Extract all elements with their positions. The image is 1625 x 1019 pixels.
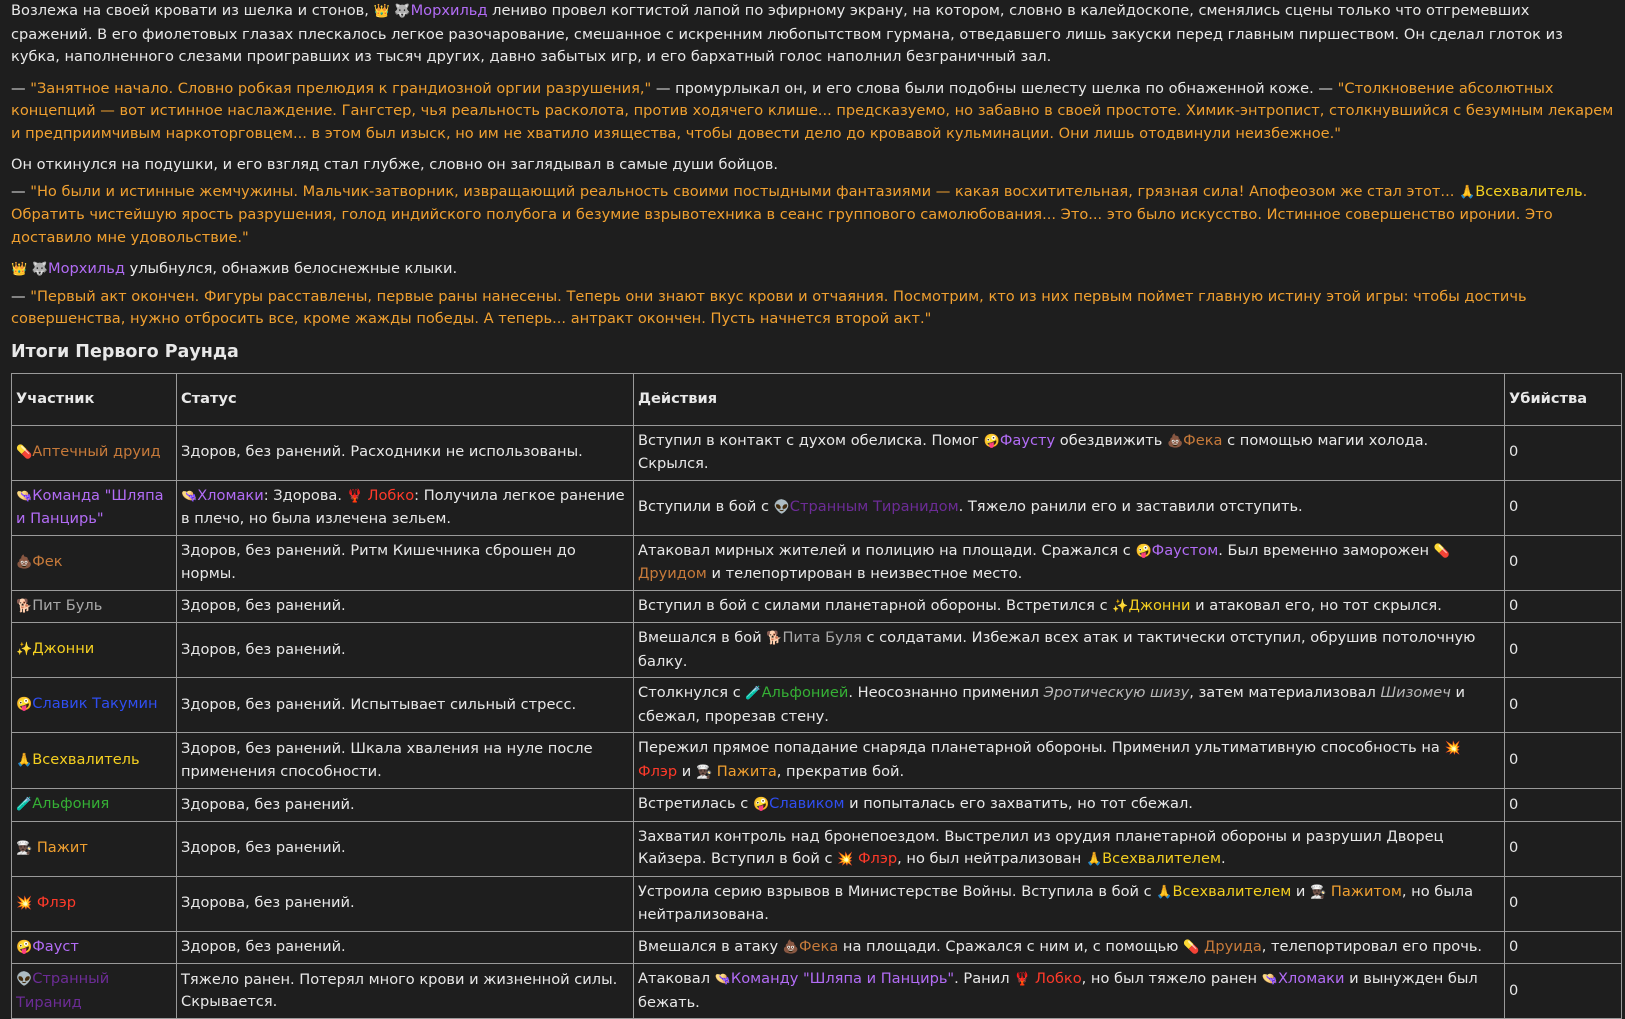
table-row bbox=[12, 931, 1622, 964]
story-paragraph-3: Он откинулся на подушки, и его взгляд стал глубже, словно он заглядывал в самые души бойцов. bbox=[11, 154, 1615, 177]
summary-title: Итоги Первого Раунда bbox=[11, 340, 1615, 364]
summary-table bbox=[11, 373, 1622, 1019]
status-cell: Здоров, без ранений. bbox=[177, 590, 634, 623]
participant-cell: 👨🏿‍🍳 Пажит bbox=[12, 821, 177, 876]
participant-cell: 👽Странный Тиранид bbox=[12, 964, 177, 1019]
story-paragraph-6: — "Первый акт окончен. Фигуры расставлены, первые раны нанесены. Теперь они знают вкус крови и отчаяния. Посмотрим, кто из них первым поймет главную истину этой игры: чтобы достичь совершенства, нужно отбросить все, кроме жажды победы. А теперь... антракт окончен. Пусть начнется второй акт." bbox=[11, 286, 1615, 331]
actions-cell: Атаковал 👒Команду "Шляпа и Панцирь". Ранил 🦞 Лобко, но был тяжело ранен 👒Хломаки и вынужден был бежать. bbox=[634, 964, 1505, 1019]
hat-icon: 👒 bbox=[16, 489, 32, 504]
quote: "Первый акт окончен. Фигуры расставлены, первые раны нанесены. Теперь они знают вкус крови и отчаяния. Посмотрим, кто из них первым поймет главную истину этой игры: чтобы достичь совершенства, нужно отбросить все, кроме жажды победы. А теперь... антракт окончен. Пусть начнется второй акт." bbox=[11, 288, 1527, 328]
kills-cell: 0 bbox=[1505, 425, 1622, 480]
participant-cell: 🤪Славик Такумин bbox=[12, 678, 177, 733]
crazy-face-icon: 🤪 bbox=[753, 797, 769, 812]
actions-cell: Столкнулся с 🧪Альфонией. Неосознанно применил Эротическую шизу, затем материализовал Шизомеч и сбежал, прорезав стену. bbox=[634, 678, 1505, 733]
column-header-status: Статус bbox=[177, 373, 634, 425]
crazy-face-icon: 🤪 bbox=[16, 697, 32, 712]
alien-icon: 👽 bbox=[774, 500, 790, 515]
table-row bbox=[12, 821, 1622, 876]
actions-cell: Вступил в контакт с духом обелиска. Помог 🤪Фаусту обездвижить 💩Фека с помощью магии холода. Скрылся. bbox=[634, 425, 1505, 480]
table-row bbox=[12, 789, 1622, 822]
crazy-face-icon: 🤪 bbox=[16, 940, 32, 955]
poop-icon: 💩 bbox=[783, 940, 799, 955]
participant-cell: 🤪Фауст bbox=[12, 931, 177, 964]
column-header-kills: Убийства bbox=[1505, 373, 1622, 425]
kills-cell: 0 bbox=[1505, 623, 1622, 678]
kills-cell: 0 bbox=[1505, 876, 1622, 931]
story-paragraph-2: — "Занятное начало. Словно робкая прелюдия к грандиозной оргии разрушения," — промурлыкал он, и его слова были подобны шелесту шелка по обнаженной коже. — "Столкновение абсолютных концепций — вот истинное наслаждение. Гангстер, чья реальность расколота, против ходячего клише... предсказуемо, но забавно в своей простоте. Химик-энтропист, столкнувшийся с безумным лекарем и предприимчивым наркоторговцем... в этом был изыск, но им не хватило изящества, чтобы довести дело до кровавой кульминации. Они лишь отодвинули неизбежное." bbox=[11, 78, 1615, 146]
dog-icon: 🐕 bbox=[766, 631, 782, 646]
table-header-row bbox=[12, 373, 1622, 425]
column-header-participant: Участник bbox=[12, 373, 177, 425]
story-paragraph-1: Возлежа на своей кровати из шелка и стонов, 👑 🐺Морхильд лениво провел когтистой лапой по эфирному экрану, на котором, словно в калейдоскопе, сменялись сцены только что отгремевших сражений. В его фиолетовых глазах плескалось легкое разочарование, смешанное с искренним любопытством гурмана, отведавшего лишь закуски перед главным пиршеством. Он сделал глоток из кубка, наполненного слезами проигравших из тысяч других, давно забытых игр, и его бархатный голос наполнил безграничный зал. bbox=[11, 0, 1615, 69]
table-row bbox=[12, 678, 1622, 733]
table-row bbox=[12, 733, 1622, 789]
status-cell: Здоров, без ранений. Ритм Кишечника сброшен до нормы. bbox=[177, 535, 634, 590]
kills-cell: 0 bbox=[1505, 535, 1622, 590]
pray-icon: 🙏 bbox=[16, 753, 32, 768]
wolf-icon: 🐺 bbox=[394, 4, 410, 19]
status-cell: Здорова, без ранений. bbox=[177, 789, 634, 822]
crazy-face-icon: 🤪 bbox=[984, 434, 1000, 449]
actions-cell: Вмешался в бой 🐕Пита Буля с солдатами. Избежал всех атак и тактически отступил, обрушив потолочную балку. bbox=[634, 623, 1505, 678]
table-row bbox=[12, 480, 1622, 535]
quote: "Столкновение абсолютных концепций — вот истинное наслаждение. Гангстер, чья реальность расколота, против ходячего клише... предсказуемо, но забавно в своей простоте. Химик-энтропист, столкнувшийся с безумным лекарем и предприимчивым наркоторговцем... в этом был изыск, но им не хватило изящества, чтобы довести дело до кровавой кульминации. Они лишь отодвинули неизбежное." bbox=[11, 80, 1613, 142]
hat-icon: 👒 bbox=[1262, 972, 1278, 987]
participant-cell: 🙏Всехвалитель bbox=[12, 733, 177, 789]
kills-cell: 0 bbox=[1505, 931, 1622, 964]
poop-icon: 💩 bbox=[16, 555, 32, 570]
character-name: Морхильд bbox=[411, 2, 488, 19]
kills-cell: 0 bbox=[1505, 590, 1622, 623]
participant-cell: 🧪Альфония bbox=[12, 789, 177, 822]
table-row bbox=[12, 876, 1622, 931]
kills-cell: 0 bbox=[1505, 789, 1622, 822]
kills-cell: 0 bbox=[1505, 964, 1622, 1019]
column-header-actions: Действия bbox=[634, 373, 1505, 425]
chef-icon: 👨🏿‍🍳 bbox=[1310, 885, 1326, 900]
status-cell: Здоров, без ранений. Расходники не использованы. bbox=[177, 425, 634, 480]
actions-cell: Захватил контроль над бронепоездом. Выстрелил из орудия планетарной обороны и разрушил Дворец Кайзера. Вступил в бой с 💥 Флэр, но был нейтрализован 🙏Всехвалителем. bbox=[634, 821, 1505, 876]
crown-icon: 👑 bbox=[374, 4, 390, 19]
pray-icon: 🙏 bbox=[1459, 185, 1475, 200]
status-cell: Здоров, без ранений. bbox=[177, 821, 634, 876]
actions-cell: Вступили в бой с 👽Странным Тиранидом. Тяжело ранили его и заставили отступить. bbox=[634, 480, 1505, 535]
kills-cell: 0 bbox=[1505, 678, 1622, 733]
status-cell: Здоров, без ранений. Испытывает сильный стресс. bbox=[177, 678, 634, 733]
pill-icon: 💊 bbox=[1434, 544, 1450, 559]
actions-cell: Атаковал мирных жителей и полицию на площади. Сражался с 🤪Фаустом. Был временно заморожен 💊Друидом и телепортирован в неизвестное место. bbox=[634, 535, 1505, 590]
wolf-icon: 🐺 bbox=[32, 262, 48, 277]
participant-cell: 💊Аптечный друид bbox=[12, 425, 177, 480]
pill-icon: 💊 bbox=[1183, 940, 1199, 955]
alien-icon: 👽 bbox=[16, 972, 32, 987]
actions-cell: Пережил прямое попадание снаряда планетарной обороны. Применил ультимативную способность на 💥 Флэр и 👨🏿‍🍳 Пажита, прекратив бой. bbox=[634, 733, 1505, 789]
table-row bbox=[12, 535, 1622, 590]
table-row bbox=[12, 590, 1622, 623]
actions-cell: Устроила серию взрывов в Министерстве Войны. Вступила в бой с 🙏Всехвалителем и 👨🏿‍🍳 Пажитом, но была нейтрализована. bbox=[634, 876, 1505, 931]
crazy-face-icon: 🤪 bbox=[1135, 544, 1151, 559]
sparkles-icon: ✨ bbox=[16, 642, 32, 657]
explosion-icon: 💥 bbox=[837, 852, 853, 867]
lobster-icon: 🦞 bbox=[1014, 972, 1030, 987]
lobster-icon: 🦞 bbox=[347, 489, 363, 504]
participant-cell: ✨Джонни bbox=[12, 623, 177, 678]
participant-cell: 💥 Флэр bbox=[12, 876, 177, 931]
explosion-icon: 💥 bbox=[16, 896, 32, 911]
explosion-icon: 💥 bbox=[1445, 741, 1461, 756]
hat-icon: 👒 bbox=[715, 972, 731, 987]
status-cell: 👒Хломаки: Здорова. 🦞 Лобко: Получила легкое ранение в плечо, но была излечена зельем. bbox=[177, 480, 634, 535]
sparkles-icon: ✨ bbox=[1112, 599, 1128, 614]
test-tube-icon: 🧪 bbox=[16, 797, 32, 812]
kills-cell: 0 bbox=[1505, 480, 1622, 535]
actions-cell: Вмешался в атаку 💩Фека на площади. Сражался с ним и, с помощью 💊 Друида, телепортировал его прочь. bbox=[634, 931, 1505, 964]
quote: "Занятное начало. Словно робкая прелюдия к грандиозной оргии разрушения," bbox=[30, 80, 651, 97]
poop-icon: 💩 bbox=[1167, 434, 1183, 449]
test-tube-icon: 🧪 bbox=[745, 686, 761, 701]
pray-icon: 🙏 bbox=[1156, 885, 1172, 900]
table-row bbox=[12, 964, 1622, 1019]
status-cell: Тяжело ранен. Потерял много крови и жизненной силы. Скрывается. bbox=[177, 964, 634, 1019]
character-name: Всехвалитель bbox=[1475, 183, 1582, 200]
participant-cell: 👒Команда "Шляпа и Панцирь" bbox=[12, 480, 177, 535]
chef-icon: 👨🏿‍🍳 bbox=[16, 841, 32, 856]
pray-icon: 🙏 bbox=[1086, 852, 1102, 867]
actions-cell: Встретилась с 🤪Славиком и попыталась его захватить, но тот сбежал. bbox=[634, 789, 1505, 822]
kills-cell: 0 bbox=[1505, 733, 1622, 789]
table-row bbox=[12, 425, 1622, 480]
participant-cell: 💩Фек bbox=[12, 535, 177, 590]
participant-cell: 🐕Пит Буль bbox=[12, 590, 177, 623]
dog-icon: 🐕 bbox=[16, 599, 32, 614]
status-cell: Здоров, без ранений. bbox=[177, 931, 634, 964]
kills-cell: 0 bbox=[1505, 821, 1622, 876]
table-row bbox=[12, 623, 1622, 678]
story-paragraph-5: 👑 🐺Морхильд улыбнулся, обнажив белоснежные клыки. bbox=[11, 258, 1615, 282]
status-cell: Здоров, без ранений. Шкала хваления на нуле после применения способности. bbox=[177, 733, 634, 789]
chef-icon: 👨🏿‍🍳 bbox=[696, 765, 712, 780]
crown-icon: 👑 bbox=[11, 262, 27, 277]
status-cell: Здорова, без ранений. bbox=[177, 876, 634, 931]
status-cell: Здоров, без ранений. bbox=[177, 623, 634, 678]
character-name: Морхильд bbox=[48, 260, 125, 277]
actions-cell: Вступил в бой с силами планетарной обороны. Встретился с ✨Джонни и атаковал его, но тот скрылся. bbox=[634, 590, 1505, 623]
hat-icon: 👒 bbox=[181, 489, 197, 504]
pill-icon: 💊 bbox=[16, 445, 32, 460]
story-paragraph-4: — "Но были и истинные жемчужины. Мальчик-затворник, извращающий реальность своими постыдными фантазиями — какая восхитительная, грязная сила! Апофеозом же стал этот... 🙏Всехвалитель. Обратить чистейшую ярость разрушения, голод индийского полубога и безумие взрывотехника в сеанс группового самолюбования... Это... это было искусство. Истинное совершенство иронии. Это доставило мне удовольствие." bbox=[11, 181, 1615, 250]
